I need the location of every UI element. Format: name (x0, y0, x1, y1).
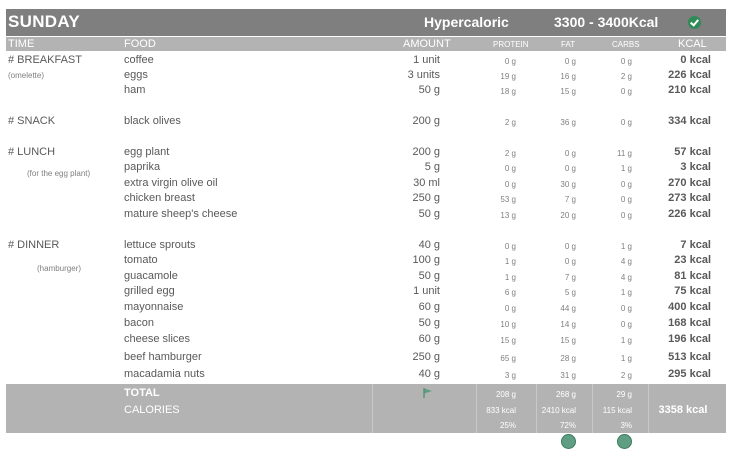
food-carbs: 0 g (620, 87, 632, 96)
food-protein: 65 g (500, 354, 516, 363)
food-kcal: 7 kcal (680, 239, 711, 251)
calories-total: 3358 kcal (658, 404, 708, 416)
meal-note-dinner: (hamburger) (37, 264, 82, 273)
food-carbs: 1 g (620, 164, 632, 173)
food-protein: 1 g (504, 273, 516, 282)
col-food: FOOD (124, 38, 156, 50)
food-protein: 2 g (504, 149, 516, 158)
food-carbs: 0 g (620, 195, 632, 204)
total-fat: 268 g (555, 390, 576, 399)
food-kcal: 75 kcal (674, 285, 711, 297)
food-amount: 50 g (418, 270, 440, 282)
food-amount: 200 g (412, 115, 440, 127)
col-time: TIME (8, 38, 35, 50)
pct-carbs: 3% (620, 421, 632, 430)
flag-icon (422, 387, 434, 399)
food-name: grilled egg (124, 285, 175, 297)
pct-fat: 72% (559, 421, 576, 430)
meal-dinner: # DINNER (8, 239, 60, 251)
calories-protein: 833 kcal (486, 406, 516, 415)
food-name: coffee (124, 54, 154, 66)
food-amount: 100 g (412, 254, 440, 266)
food-amount: 250 g (412, 351, 440, 363)
col-amount: AMOUNT (403, 38, 451, 50)
food-fat: 0 g (564, 149, 576, 158)
food-kcal: 196 kcal (668, 333, 711, 345)
food-amount: 3 units (407, 69, 440, 81)
col-carbs: CARBS (612, 40, 640, 49)
col-kcal: KCAL (678, 38, 707, 50)
food-carbs: 1 g (620, 242, 632, 251)
food-name: mayonnaise (124, 301, 184, 313)
food-protein: 13 g (500, 211, 516, 220)
food-amount: 40 g (418, 368, 440, 380)
food-name: macadamia nuts (124, 368, 205, 380)
food-amount: 60 g (418, 301, 440, 313)
food-protein: 0 g (504, 242, 516, 251)
food-protein: 10 g (500, 320, 516, 329)
food-kcal: 270 kcal (668, 177, 711, 189)
total-carbs: 29 g (616, 390, 632, 399)
calorie-range: 3300 - 3400Kcal (554, 14, 659, 30)
food-name: ham (124, 84, 146, 96)
meal-note-breakfast: (omelette) (8, 71, 45, 80)
food-carbs: 1 g (620, 336, 632, 345)
food-fat: 14 g (560, 320, 576, 329)
food-kcal: 23 kcal (674, 254, 711, 266)
food-carbs: 0 g (620, 211, 632, 220)
food-amount: 200 g (412, 146, 440, 158)
food-fat: 7 g (564, 273, 576, 282)
food-kcal: 334 kcal (668, 115, 711, 127)
total-label: TOTAL (124, 387, 160, 399)
food-name: paprika (124, 161, 161, 173)
food-protein: 18 g (500, 87, 516, 96)
food-name: eggs (124, 69, 148, 81)
food-carbs: 1 g (620, 354, 632, 363)
food-name: extra virgin olive oil (124, 177, 218, 189)
food-fat: 31 g (560, 371, 576, 380)
food-name: egg plant (124, 146, 170, 158)
food-name: guacamole (124, 270, 178, 282)
fat-indicator-icon (561, 434, 576, 449)
day-title: SUNDAY (8, 12, 81, 31)
check-circle-icon (688, 16, 701, 29)
food-protein: 3 g (504, 371, 516, 380)
food-fat: 5 g (564, 288, 576, 297)
food-name: mature sheep's cheese (124, 208, 238, 220)
calories-carbs: 115 kcal (602, 406, 632, 415)
food-carbs: 0 g (620, 118, 632, 127)
column-header (6, 37, 726, 51)
meal-snack: # SNACK (8, 115, 56, 127)
meal-lunch: # LUNCH (8, 146, 56, 158)
food-fat: 0 g (564, 164, 576, 173)
food-name: chicken breast (124, 192, 195, 204)
calories-fat: 2410 kcal (541, 406, 576, 415)
food-amount: 250 g (412, 192, 440, 204)
meal-breakfast: # BREAKFAST (8, 54, 82, 66)
food-carbs: 0 g (620, 57, 632, 66)
food-amount: 60 g (418, 333, 440, 345)
food-carbs: 2 g (620, 371, 632, 380)
food-kcal: 295 kcal (668, 368, 711, 380)
food-kcal: 226 kcal (668, 69, 711, 81)
food-fat: 30 g (560, 180, 576, 189)
diet-type: Hypercaloric (424, 14, 509, 30)
carbs-indicator-icon (617, 434, 632, 449)
food-carbs: 0 g (620, 304, 632, 313)
food-kcal: 3 kcal (680, 161, 711, 173)
food-name: tomato (124, 254, 158, 266)
food-kcal: 400 kcal (668, 301, 711, 313)
food-kcal: 168 kcal (668, 317, 711, 329)
food-protein: 6 g (504, 288, 516, 297)
meal-note-lunch: (for the egg plant) (27, 169, 91, 178)
food-carbs: 4 g (620, 257, 632, 266)
food-kcal: 273 kcal (668, 192, 711, 204)
food-carbs: 11 g (617, 149, 632, 158)
food-amount: 50 g (418, 84, 440, 96)
food-protein: 0 g (504, 304, 516, 313)
food-fat: 16 g (560, 72, 576, 81)
food-amount: 40 g (418, 239, 440, 251)
food-carbs: 1 g (620, 288, 632, 297)
food-kcal: 210 kcal (668, 84, 711, 96)
food-carbs: 4 g (620, 273, 632, 282)
food-name: bacon (124, 317, 154, 329)
food-protein: 0 g (504, 164, 516, 173)
total-protein: 208 g (495, 390, 516, 399)
food-protein: 19 g (500, 72, 516, 81)
title-bar (6, 9, 726, 36)
calories-label: CALORIES (124, 404, 180, 416)
food-protein: 53 g (500, 195, 516, 204)
food-protein: 2 g (504, 118, 516, 127)
food-name: beef hamburger (124, 351, 202, 363)
food-amount: 1 unit (413, 285, 440, 297)
food-protein: 15 g (500, 336, 516, 345)
pct-protein: 25% (499, 421, 516, 430)
food-carbs: 2 g (620, 72, 632, 81)
food-fat: 0 g (564, 242, 576, 251)
food-kcal: 57 kcal (674, 146, 711, 158)
food-carbs: 0 g (620, 180, 632, 189)
food-fat: 7 g (564, 195, 576, 204)
col-fat: FAT (561, 40, 576, 49)
food-protein: 0 g (504, 180, 516, 189)
col-protein: PROTEIN (493, 40, 529, 49)
food-name: lettuce sprouts (124, 239, 196, 251)
food-kcal: 226 kcal (668, 208, 711, 220)
food-protein: 1 g (504, 257, 516, 266)
food-amount: 5 g (424, 161, 440, 173)
food-fat: 44 g (560, 304, 576, 313)
food-amount: 1 unit (413, 54, 440, 66)
food-fat: 20 g (560, 211, 576, 220)
food-carbs: 0 g (620, 320, 632, 329)
food-name: cheese slices (124, 333, 191, 345)
food-name: black olives (124, 115, 181, 127)
food-kcal: 0 kcal (680, 54, 711, 66)
food-amount: 50 g (418, 317, 440, 329)
food-protein: 0 g (504, 57, 516, 66)
food-fat: 15 g (560, 336, 576, 345)
food-fat: 15 g (560, 87, 576, 96)
food-fat: 0 g (564, 257, 576, 266)
food-amount: 30 ml (413, 177, 440, 189)
food-fat: 0 g (564, 57, 576, 66)
food-amount: 50 g (418, 208, 440, 220)
food-fat: 36 g (560, 118, 576, 127)
food-kcal: 513 kcal (668, 351, 711, 363)
food-fat: 28 g (560, 354, 576, 363)
food-kcal: 81 kcal (674, 270, 711, 282)
